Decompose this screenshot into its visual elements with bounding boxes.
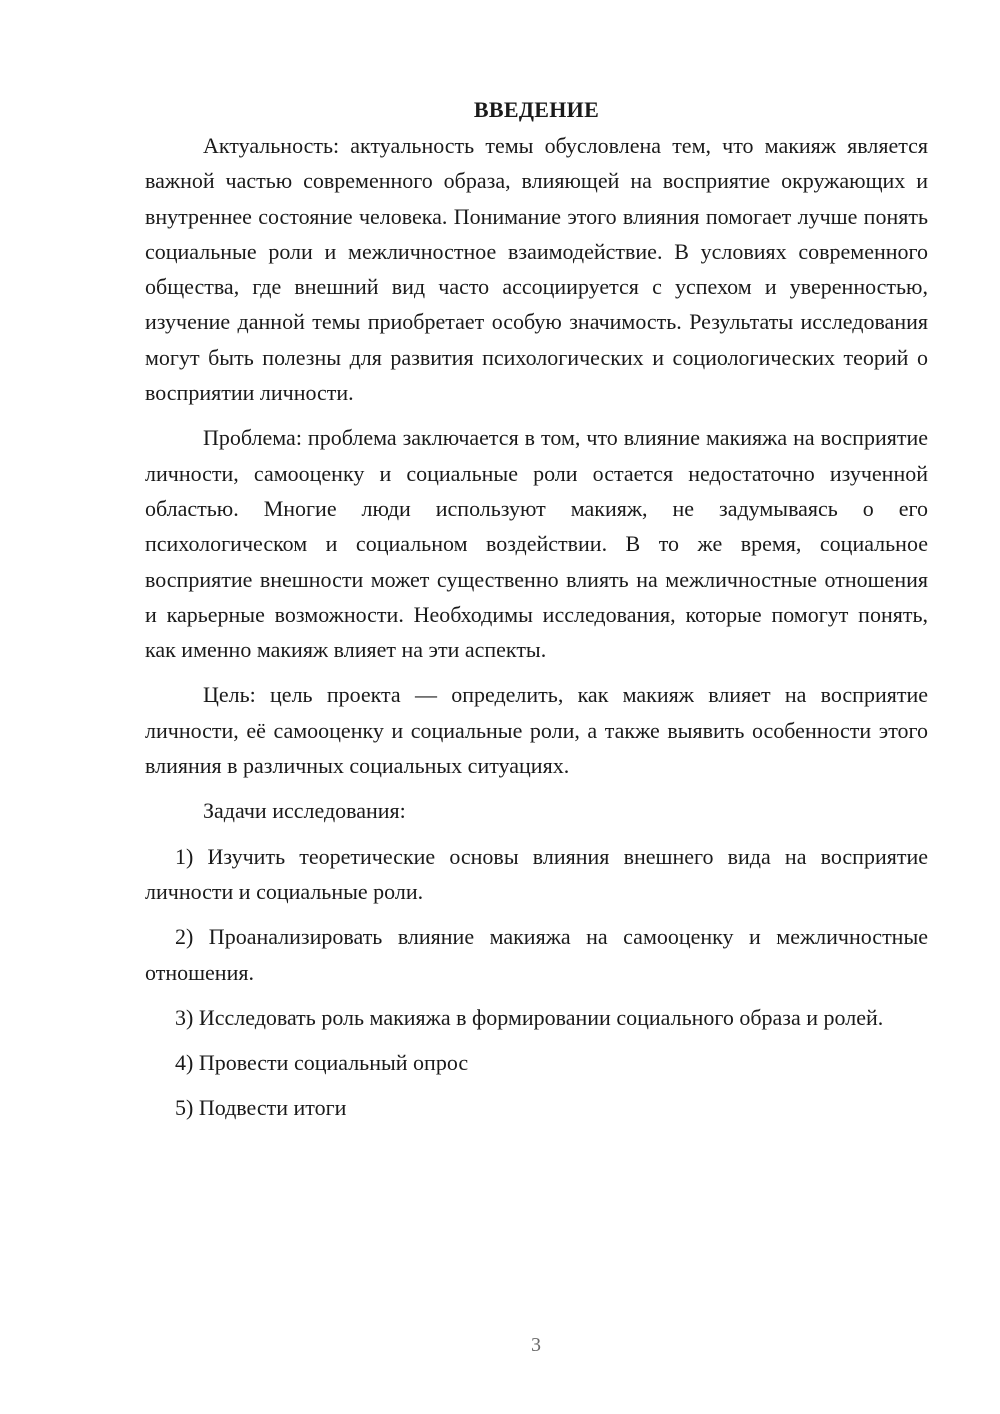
page-content [145,92,928,1126]
relevance-paragraph: Актуальность: актуальность темы обусловлена тем, что макияж является важной частью современного образа, влияющей на восприятие окружающих и внутреннее состояние человека. Понимание этого влияния помогает лучше понять социальные роли и межличностное взаимодействие. В условиях современного общества, где внешний вид часто ассоциируется с успехом и уверенностью, изучение данной темы приобретает особую значимость. Результаты исследования могут быть полезны для развития психологических и социологических теорий о восприятии личности. [145,133,928,406]
task-item-5: 5) Подвести итоги [175,1095,347,1121]
section-title: ВВЕДЕНИЕ [473,97,600,122]
task-item-3: 3) Исследовать роль макияжа в формировании социального образа и ролей. [175,1004,884,1030]
task-item-2: 2) Проанализировать влияние макияжа на самооценку и межличностные отношения. [145,924,928,985]
tasks-heading: Задачи исследования: [203,798,406,824]
task-item-4: 4) Провести социальный опрос [175,1050,469,1076]
task-item-1: 1) Изучить теоретические основы влияния внешнего вида на восприятие личности и социальные роли. [145,843,928,904]
page-number: 3 [531,1334,541,1356]
goal-paragraph: Цель: цель проекта — определить, как макияж влияет на восприятие личности, её самооценку и социальные роли, а также выявить особенности этого влияния в различных социальных ситуациях. [145,682,928,779]
problem-paragraph: Проблема: проблема заключается в том, что влияние макияжа на восприятие личности, самооценку и социальные роли остается недостаточно изученной областью. Многие люди используют макияж, не задумываясь о его психологическом и социальном воздействии. В то же время, социальное восприятие внешности может существенно влиять на межличностные отношения и карьерные возможности. Необходимы исследования, которые помогут понять, как именно макияж влияет на эти аспекты. [145,425,928,663]
